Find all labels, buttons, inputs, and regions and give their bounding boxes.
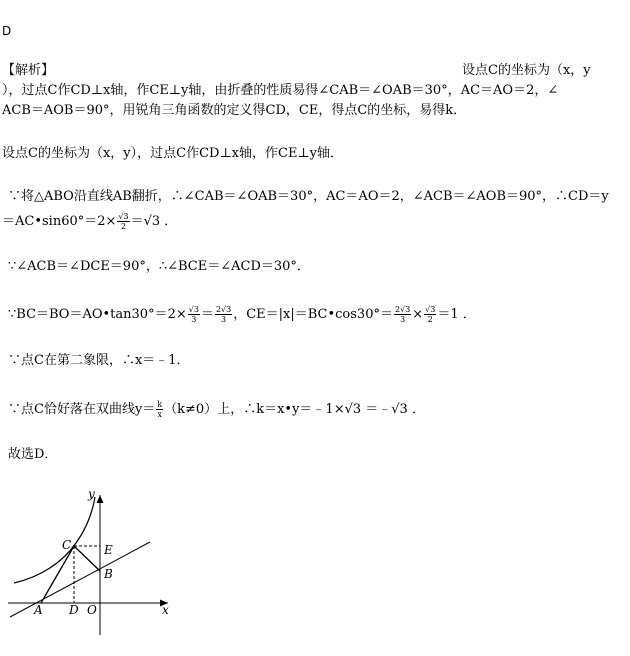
fraction-denominator: 3 [400, 315, 406, 324]
fraction [117, 212, 129, 231]
geometry-figure [0, 485, 200, 645]
fraction [188, 305, 200, 324]
label-d: D [69, 603, 79, 617]
solution-step-4-pre: ∵BC＝BO＝AO•tan30°＝2× [8, 307, 187, 322]
label-x: x [162, 603, 169, 617]
fraction-numerator: √3 [425, 305, 436, 314]
line-ab [10, 542, 150, 617]
solution-step-3: ∵∠ACB＝∠DCE＝90°，∴∠BCE＝∠ACD＝30°． [8, 259, 310, 274]
fraction-denominator: 2 [120, 222, 127, 231]
solution-step-4-mid: ，CE＝|x|＝BC•cos30°＝ [233, 307, 393, 322]
fraction [394, 305, 411, 324]
solution-step-5: ∵点C在第二象限，∴x＝﹣1． [8, 353, 190, 368]
segment-ac [41, 546, 74, 603]
fraction [156, 400, 163, 419]
y-axis-arrow [97, 495, 104, 503]
solution-step-2b-post: ＝√3 ． [130, 214, 178, 229]
label-e: E [104, 543, 113, 557]
analysis-line1-right: 设点C的坐标为（x，y [462, 63, 591, 78]
fraction-denominator: 2 [427, 315, 433, 324]
solution-step-4-post: ＝1 ． [437, 307, 476, 322]
solution-step-6 [8, 400, 425, 419]
times-sign: × [412, 307, 424, 322]
fraction-denominator: 3 [221, 315, 227, 324]
solution-step-6-post: （k≠0）上，∴k＝x•y＝﹣1×√3 ＝﹣√3 ． [164, 402, 425, 417]
fraction-numerator: √3 [188, 305, 199, 314]
solution-step-4 [8, 305, 476, 324]
fraction-numerator: 2√3 [215, 305, 232, 314]
fraction-numerator: 2√3 [394, 305, 411, 314]
label-b: B [104, 567, 113, 581]
solution-step-2b-pre: ＝AC•sin60°＝2× [2, 214, 117, 229]
solution-step-2a: ∵将△ABO沿直线AB翻折，∴∠CAB＝∠OAB＝30°，AC＝AO＝2，∠ACB＝∠AOB＝90°，∴CD＝y [8, 189, 609, 204]
fraction [424, 305, 436, 324]
analysis-label: 【解析】 [2, 63, 55, 78]
label-o: O [87, 603, 97, 617]
fraction [215, 305, 232, 324]
solution-step-1: 设点C的坐标为（x，y），过点C作CD⊥x轴，作CE⊥y轴． [2, 146, 344, 161]
analysis-line3: ACB＝AOB＝90°，用锐角三角函数的定义得CD，CE，得点C的坐标，易得k． [2, 103, 467, 118]
fraction-denominator: 3 [191, 315, 197, 324]
analysis-line2: ），过点C作CD⊥x轴，作CE⊥y轴，由折叠的性质易得∠CAB＝∠OAB＝30°，AC＝AO＝2，∠ [2, 83, 559, 98]
solution-step-2b [2, 212, 177, 231]
equals-sign: ＝ [200, 307, 214, 322]
fraction-numerator: √3 [118, 212, 129, 221]
hyperbola-curve [14, 497, 95, 583]
label-y: y [88, 487, 95, 501]
solution-step-6-pre: ∵点C恰好落在双曲线y＝ [8, 402, 156, 417]
fraction-numerator: k [157, 400, 163, 409]
fraction-denominator: x [157, 410, 162, 419]
answer-letter: D [2, 24, 12, 38]
label-c: C [62, 538, 72, 552]
label-a: A [34, 603, 43, 617]
segment-cb [74, 546, 100, 571]
conclusion: 故选D． [8, 447, 58, 462]
